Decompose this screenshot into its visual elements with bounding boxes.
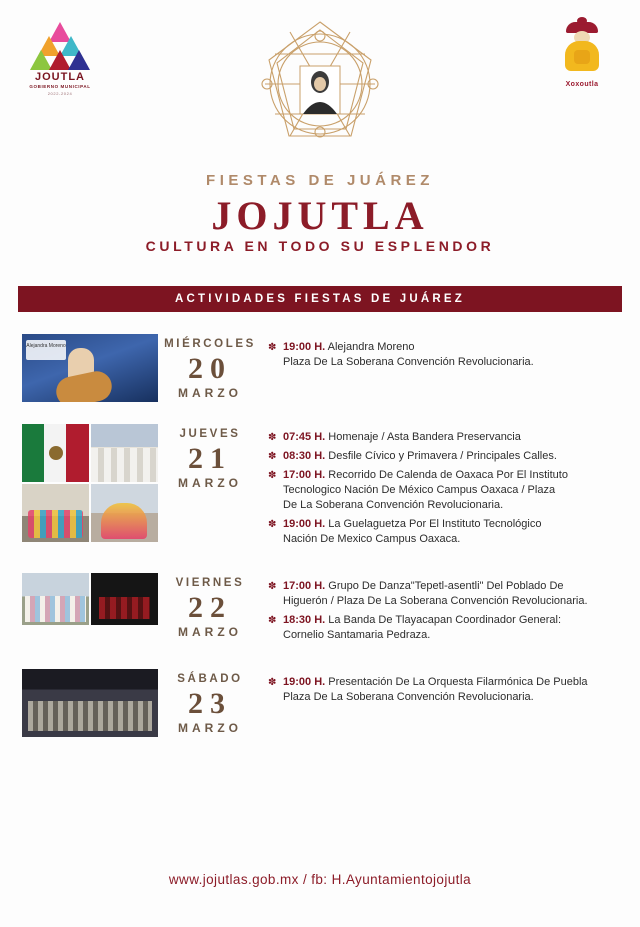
event-text xyxy=(283,430,521,445)
day-number: 23 xyxy=(188,687,232,720)
event-detail-line: Plaza De La Soberana Convención Revolucionaria. xyxy=(283,691,534,703)
event-text xyxy=(283,675,588,705)
day-row xyxy=(0,669,640,737)
event-text xyxy=(283,449,557,464)
event-detail-line: Nación De Mexico Campus Oaxaca. xyxy=(283,533,461,545)
photo-danza-calenda xyxy=(22,484,89,542)
footer-links[interactable]: www.jojutlas.gob.mx / fb: H.Ayuntamientojojutla xyxy=(168,872,472,887)
activities-banner: ACTIVIDADES FIESTAS DE JUÁREZ xyxy=(18,286,622,312)
day-photo-group xyxy=(22,669,158,737)
day-row xyxy=(0,573,640,647)
event-text xyxy=(283,579,588,609)
right-logo-label: Xoxoutla xyxy=(565,81,599,88)
event-item xyxy=(268,449,618,464)
day-weekday: JUEVES xyxy=(179,428,241,440)
photo-caption-badge: Alejandra Moreno xyxy=(26,340,66,360)
day-weekday: VIERNES xyxy=(175,577,245,589)
star-bullet-icon: ✽ xyxy=(268,519,277,530)
event-time: 17:00 H. xyxy=(283,469,326,481)
poster-tagline: CULTURA EN TODO SU ESPLENDOR xyxy=(145,238,495,254)
event-detail-line: Cornelio Santamaria Pedraza. xyxy=(283,629,431,641)
star-bullet-icon: ✽ xyxy=(268,451,277,462)
event-time: 19:00 H. xyxy=(283,341,326,353)
poster-header xyxy=(0,0,640,270)
day-weekday: MIÉRCOLES xyxy=(164,338,256,350)
event-time: 08:30 H. xyxy=(283,450,326,462)
day-row xyxy=(0,424,640,551)
event-title: Presentación De La Orquesta Filarmónica De Puebla xyxy=(328,676,588,688)
photo-desfile xyxy=(91,424,158,482)
day-month: MARZO xyxy=(178,625,242,639)
event-title: La Guelaguetza Por El Instituto Tecnológico xyxy=(328,518,542,530)
event-text xyxy=(283,613,561,643)
photo-orquesta-filarmonica xyxy=(22,669,158,737)
event-item xyxy=(268,613,618,643)
event-title: Grupo De Danza"Tepetl-asentli" Del Poblado De xyxy=(328,580,564,592)
event-item xyxy=(268,579,618,609)
day-events xyxy=(262,334,618,374)
left-logo-title: JOUTLA xyxy=(35,71,85,83)
day-date-column xyxy=(158,669,262,735)
event-text xyxy=(283,340,534,370)
event-time: 19:00 H. xyxy=(283,518,326,530)
event-title: Recorrido De Calenda de Oaxaca Por El Instituto xyxy=(328,469,568,481)
event-time: 19:00 H. xyxy=(283,676,326,688)
photo-alejandra-moreno xyxy=(22,334,158,402)
event-title: La Banda De Tlayacapan Coordinador General: xyxy=(328,614,562,626)
event-detail-line: Plaza De La Soberana Convención Revolucionaria. xyxy=(283,356,534,368)
star-bullet-icon: ✽ xyxy=(268,432,277,443)
day-row xyxy=(0,334,640,402)
star-bullet-icon: ✽ xyxy=(268,470,277,481)
day-date-column xyxy=(158,424,262,490)
page-title: JOJUTLA xyxy=(211,193,429,238)
event-title: Homenaje / Asta Bandera Preservancia xyxy=(328,431,521,443)
jojutla-government-logo xyxy=(24,22,96,96)
left-logo-subtitle: GOBIERNO MUNICIPAL xyxy=(29,84,91,89)
photo-banda-tlayacapan xyxy=(91,573,158,625)
event-time: 07:45 H. xyxy=(283,431,326,443)
event-detail-line: De La Soberana Convención Revolucionaria. xyxy=(283,499,504,511)
photo-grupo-danza xyxy=(22,573,89,625)
event-detail-line: Tecnologico Nación De México Campus Oaxaca / Plaza xyxy=(283,484,556,496)
xoxoutla-logo xyxy=(550,22,614,88)
day-number: 22 xyxy=(188,591,232,624)
star-bullet-icon: ✽ xyxy=(268,615,277,626)
day-number: 20 xyxy=(188,352,232,385)
event-item xyxy=(268,340,618,370)
day-events xyxy=(262,424,618,551)
day-weekday: SÁBADO xyxy=(177,673,243,685)
event-item xyxy=(268,517,618,547)
event-item xyxy=(268,675,618,705)
triangle-mosaic-logo-icon xyxy=(30,22,90,68)
day-photo-group xyxy=(22,424,158,542)
photo-guelaguetza xyxy=(91,484,158,542)
day-date-column xyxy=(158,573,262,639)
day-events xyxy=(262,573,618,647)
star-bullet-icon: ✽ xyxy=(268,581,277,592)
xoxoutla-figure-logo-icon xyxy=(559,22,605,78)
event-detail-line: Higuerón / Plaza De La Soberana Convención Revolucionaria. xyxy=(283,595,588,607)
event-title: Desfile Cívico y Primavera / Principales Calles. xyxy=(328,450,557,462)
day-date-column xyxy=(158,334,262,400)
day-events xyxy=(262,669,618,709)
event-time: 18:30 H. xyxy=(283,614,326,626)
day-month: MARZO xyxy=(178,476,242,490)
agenda-list xyxy=(0,334,640,737)
event-item xyxy=(268,468,618,513)
day-month: MARZO xyxy=(178,721,242,735)
left-logo-years: 2022-2024 xyxy=(47,91,73,96)
star-bullet-icon: ✽ xyxy=(268,342,277,353)
event-time: 17:00 H. xyxy=(283,580,326,592)
day-photo-group xyxy=(22,334,158,402)
event-text xyxy=(283,468,568,513)
day-photo-group xyxy=(22,573,158,625)
event-title: Alejandra Moreno xyxy=(327,341,415,353)
event-text xyxy=(283,517,541,547)
photo-bandera xyxy=(22,424,89,482)
event-item xyxy=(268,430,618,445)
star-bullet-icon: ✽ xyxy=(268,677,277,688)
day-number: 21 xyxy=(188,442,232,475)
day-month: MARZO xyxy=(178,386,242,400)
juarez-portrait-crest-icon xyxy=(245,14,395,164)
poster-pretitle: FIESTAS DE JUÁREZ xyxy=(206,172,434,189)
